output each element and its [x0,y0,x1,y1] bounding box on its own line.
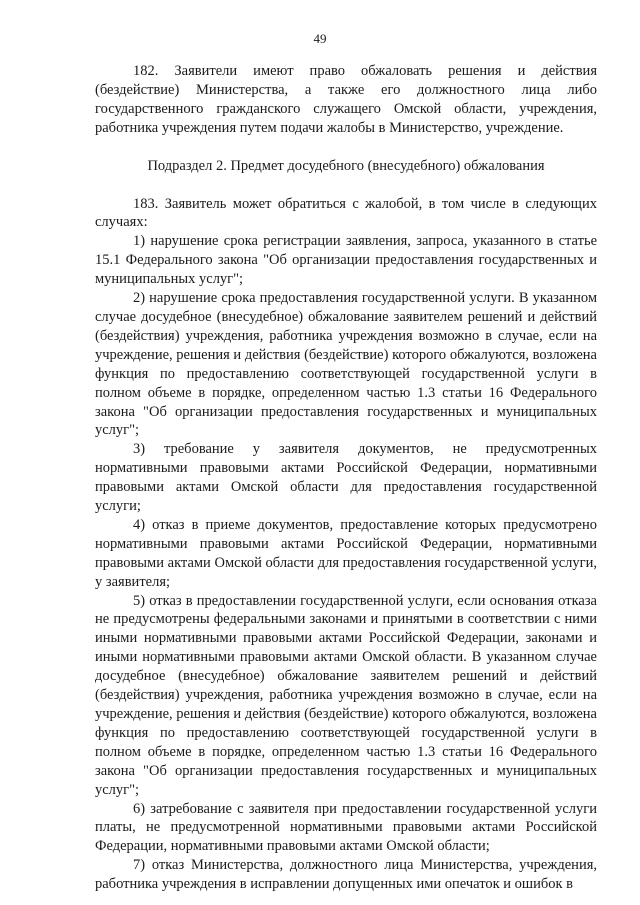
list-item-5: 5) отказ в предоставлении государственной услуги, если основания отказа не предусмотрены федеральными законами и принятыми в соответствии с ними иными нормативными правовыми актами Российской Федерации, законами и иными нормативными правовыми актами Омской области. В указанном случае досудебное (внесудебное) обжалование заявителем решений и действий (бездействия) учреждения, работника учреждения возможно в случае, если на учреждение, решения и действия (бездействие) которого обжалуются, возложена функция по предоставлению соответствующей государственной услуги в полном объеме в порядке, определенном частью 1.3 статьи 16 Федерального закона "Об организации предоставления государственных и муниципальных услуг"; [95,592,597,798]
subsection-heading: Подраздел 2. Предмет досудебного (внесудебного) обжалования [147,157,545,174]
list-item-2: 2) нарушение срока предоставления государственной услуги. В указанном случае досудебное (внесудебное) обжалование заявителем решений и действий (бездействия) учреждения, работника учреждения возможно в случае, если на учреждение, решения и действия (бездействие) которого обжалуются, возложена функция по предоставлению соответствующей государственной услуги в полном объеме в порядке, определенном частью 1.3 статьи 16 Федерального закона "Об организации предоставления государственных и муниципальных услуг"; [95,290,597,439]
page-number: 49 [313,31,327,46]
document-body [95,62,597,894]
list-item-1: 1) нарушение срока регистрации заявления, запроса, указанного в статье 15.1 Федерального закона "Об организации предоставления государственных и муниципальных услуг"; [95,233,597,288]
paragraph-183: 183. Заявитель может обратиться с жалобой, в том числе в следующих случаях: [95,195,597,231]
list-item-3: 3) требование у заявителя документов, не предусмотренных нормативными правовыми актами Российской Федерации, нормативными правовыми актами Омской области для предоставления государственной услуги; [95,441,597,515]
list-item-4: 4) отказ в приеме документов, предоставление которых предусмотрено нормативными правовыми актами Российской Федерации, нормативными правовыми актами Омской области для предоставления государственной услуги, у заявителя; [95,516,597,590]
list-item-7: 7) отказ Министерства, должностного лица Министерства, учреждения, работника учреждения в исправлении допущенных ими опечаток и ошибок в [95,857,597,893]
list-item-6: 6) затребование с заявителя при предоставлении государственной услуги платы, не предусмотренной нормативными правовыми актами Российской Федерации, нормативными правовыми актами Омской области; [95,800,597,855]
paragraph-182: 182. Заявители имеют право обжаловать решения и действия (бездействие) Министерства, а также его должностного лица либо государственного гражданского служащего Омской области, учреждения, работника учреждения путем подачи жалобы в Министерство, учреждение. [95,63,597,136]
